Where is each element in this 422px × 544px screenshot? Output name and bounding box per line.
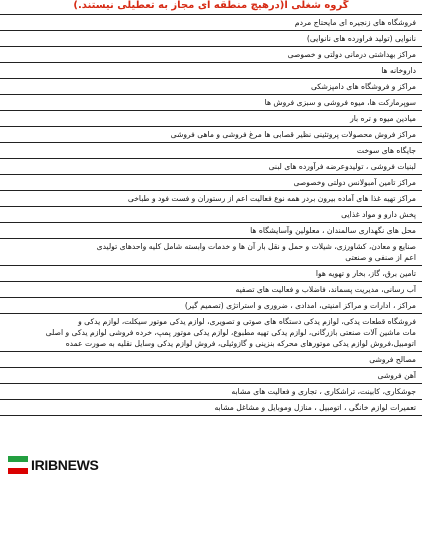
row-text: مات ماشین آلات صنعتی بازرگانی، لوازم یدکی تهیه مطبوع، لوازم یدکی موتور پمپ، خرده فروشی لوازم یدکی و اصلی bbox=[45, 328, 416, 337]
row-text: محل های نگهداری سالمندان ، معلولین وآسایشگاه ها bbox=[250, 226, 416, 235]
row-text: مراکز ، ادارات و مراکز امنیتی، امدادی ، ضروری و استراتژی (تصمیم گیر) bbox=[184, 301, 416, 310]
row-text: آهن فروشی bbox=[377, 371, 416, 380]
row-text: تامین برق، گاز، بخار و تهویه هوا bbox=[315, 269, 416, 278]
table-row bbox=[0, 384, 422, 400]
iran-flag-icon bbox=[8, 456, 28, 474]
table-row bbox=[0, 143, 422, 159]
row-text: پخش دارو و مواد غذایی bbox=[341, 210, 416, 219]
row-text: مراکز و فروشگاه های دامپزشکی bbox=[310, 82, 416, 91]
table-row bbox=[0, 191, 422, 207]
row-text: مراکز فروش محصولات پروتئینی نظیر قصابی ها مرغ فروشی و ماهی فروشی bbox=[170, 130, 416, 139]
table-row bbox=[0, 31, 422, 47]
table-row bbox=[0, 95, 422, 111]
row-text: تعمیرات لوازم خانگی ، اتومبیل ، منازل وموبایل و مشاغل مشابه bbox=[214, 403, 416, 412]
row-text: اعم از صنفی و صنعتی bbox=[345, 253, 416, 262]
table-row bbox=[0, 368, 422, 384]
table-row bbox=[0, 207, 422, 223]
row-text: مصالح فروشی bbox=[369, 355, 416, 364]
row-text: جوشکاری، کابینت، تراشکاری ، تجاری و فعالیت های مشابه bbox=[231, 387, 416, 396]
row-text: میادین میوه و تره بار bbox=[350, 114, 416, 123]
table-row bbox=[0, 15, 422, 31]
row-text: نانوایی (تولید فراورده های نانوایی) bbox=[306, 34, 416, 43]
table-row bbox=[0, 47, 422, 63]
table-row bbox=[0, 239, 422, 266]
row-text: مراکز تهیه غذا های آماده بیرون بردر همه نوع فعالیت اعم از رستوران و فست فود و طباخی bbox=[127, 194, 416, 203]
row-text: صنایع و معادن، کشاورزی، شیلات و حمل و نقل بار آن ها و خدمات وابسته شامل کلیه واحدهای تولیدی bbox=[96, 242, 416, 251]
table-row bbox=[0, 400, 422, 416]
row-text: اتومبیل،فروش لوازم یدکی موتورهای محرکه بنزینی و گازوئیلی، فروش لوازم یدکی وسایل نقلیه به صورت عمده bbox=[65, 339, 416, 348]
row-text: جایگاه های سوخت bbox=[356, 146, 416, 155]
row-text: مراکز تامین آمبولانس دولتی وخصوصی bbox=[293, 178, 416, 187]
watermark-text: IRIBNEWS bbox=[31, 457, 99, 473]
table-row bbox=[0, 175, 422, 191]
table-row bbox=[0, 266, 422, 282]
table-row bbox=[0, 352, 422, 368]
table-row bbox=[0, 282, 422, 298]
table-row bbox=[0, 79, 422, 95]
table-row bbox=[0, 127, 422, 143]
iribnews-watermark bbox=[8, 454, 99, 476]
table-row bbox=[0, 223, 422, 239]
row-text: سوپرمارکت ها، میوه فروشی و سبزی فروش ها bbox=[264, 98, 416, 107]
table-row bbox=[0, 314, 422, 352]
row-text: فروشگاه های زنجیره ای مایحتاج مردم bbox=[294, 18, 416, 27]
job-group-table bbox=[0, 14, 422, 416]
row-text: مراکز بهداشتی درمانی دولتی و خصوصی bbox=[287, 50, 416, 59]
table-row bbox=[0, 298, 422, 314]
row-text: داروخانه ها bbox=[381, 66, 416, 75]
table-row bbox=[0, 111, 422, 127]
row-text: آب رسانی، مدیریت پسماند، فاضلاب و فعالیت های تصفیه bbox=[235, 285, 416, 294]
row-text: فروشگاه قطعات یدکی، لوازم یدکی دستگاه های صوتی و تصویری، لوازم یدکی موتور سیکلت، لوازم یدکی و bbox=[78, 317, 416, 326]
table-row bbox=[0, 159, 422, 175]
page-title: گروه شغلی ا(درهیچ منطقه ای مجاز به تعطیلی نیستند.) bbox=[73, 0, 349, 11]
table-row bbox=[0, 63, 422, 79]
row-text: لبنیات فروشی ، تولیدوعرضه فرآورده های لبنی bbox=[268, 162, 416, 171]
